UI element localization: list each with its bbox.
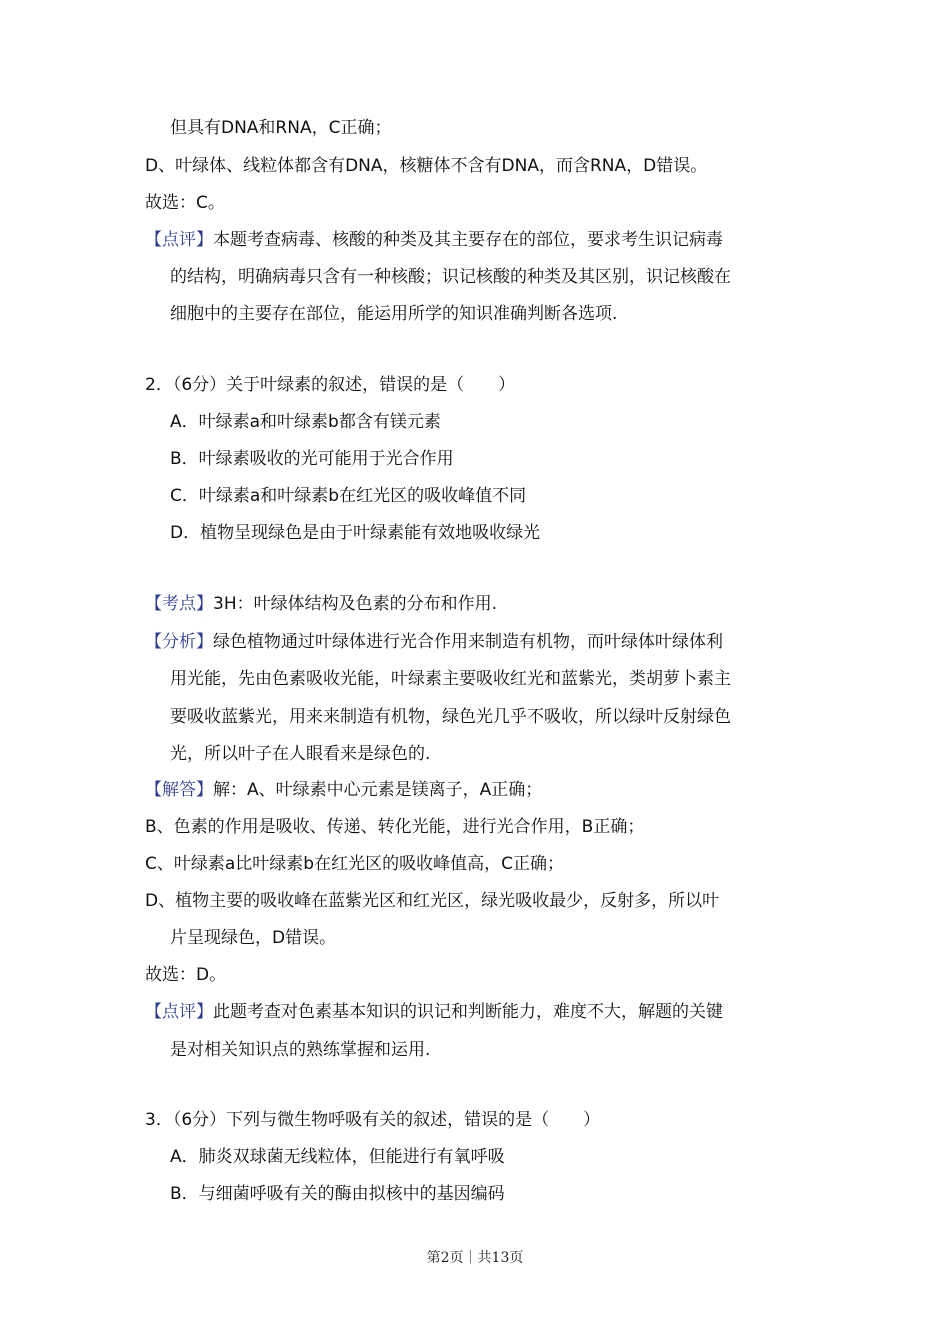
text-line: 但具有DNA和RNA，C正确；: [170, 118, 392, 138]
kaodian-tag: 【考点】: [145, 594, 213, 614]
jieda-text: 片呈现绿色，D错误。: [170, 928, 337, 948]
option-b: B．叶绿素吸收的光可能用于光合作用: [170, 449, 454, 469]
option-c: C．叶绿素a和叶绿素b在红光区的吸收峰值不同: [170, 486, 527, 506]
question-stem: 2．（6分）关于叶绿素的叙述，错误的是（ ）: [145, 375, 516, 395]
page-footer: 第2页｜共13页: [426, 1250, 524, 1266]
question-stem: 3．（6分）下列与微生物呼吸有关的叙述，错误的是（ ）: [145, 1110, 601, 1130]
comment-line: [145, 228, 723, 252]
comment-tag: 【点评】: [145, 1002, 213, 1022]
comment-text: 本题考查病毒、核酸的种类及其主要存在的部位，要求考生识记病毒: [213, 230, 723, 250]
jieda-line: [145, 778, 542, 802]
comment-tag: 【点评】: [145, 230, 213, 250]
comment-text: 此题考查对色素基本知识的识记和判断能力，难度不大，解题的关键: [213, 1002, 723, 1022]
jieda-text: C、叶绿素a比叶绿素b在红光区的吸收峰值高，C正确；: [145, 854, 564, 874]
jieda-text: 解：A、叶绿素中心元素是镁离子，A正确；: [213, 780, 543, 800]
kaodian-text: 3H：叶绿体结构及色素的分布和作用.: [213, 594, 498, 614]
fenxi-line: [145, 630, 723, 654]
comment-text: 的结构，明确病毒只含有一种核酸；识记核酸的种类及其区别，识记核酸在: [170, 267, 731, 287]
jieda-text: D、植物主要的吸收峰在蓝紫光区和红光区，绿光吸收最少，反射多，所以叶: [145, 891, 720, 911]
comment-text: 是对相关知识点的熟练掌握和运用.: [170, 1040, 431, 1060]
fenxi-text: 光，所以叶子在人眼看来是绿色的.: [170, 744, 431, 764]
answer-line: 故选：D。: [145, 965, 227, 985]
kaodian-line: [145, 592, 497, 616]
answer-line: 故选：C。: [145, 193, 225, 213]
fenxi-text: 用光能，先由色素吸收光能，叶绿素主要吸收红光和蓝紫光，类胡萝卜素主: [170, 669, 731, 689]
jieda-tag: 【解答】: [145, 780, 213, 800]
fenxi-tag: 【分析】: [145, 632, 213, 652]
comment-text: 细胞中的主要存在部位，能运用所学的知识准确判断各选项.: [170, 304, 618, 324]
comment-line: [145, 1000, 723, 1024]
fenxi-text: 要吸收蓝紫光，用来来制造有机物，绿色光几乎不吸收，所以绿叶反射绿色: [170, 707, 731, 727]
option-b: B．与细菌呼吸有关的酶由拟核中的基因编码: [170, 1184, 505, 1204]
option-a: A．肺炎双球菌无线粒体，但能进行有氧呼吸: [170, 1147, 505, 1167]
option-d: D．植物呈现绿色是由于叶绿素能有效地吸收绿光: [170, 523, 541, 543]
text-line: D、叶绿体、线粒体都含有DNA，核糖体不含有DNA，而含RNA，D错误。: [145, 156, 708, 176]
jieda-text: B、色素的作用是吸收、传递、转化光能，进行光合作用，B正确；: [145, 817, 645, 837]
fenxi-text: 绿色植物通过叶绿体进行光合作用来制造有机物，而叶绿体叶绿体利: [213, 632, 723, 652]
option-a: A．叶绿素a和叶绿素b都含有镁元素: [170, 412, 441, 432]
